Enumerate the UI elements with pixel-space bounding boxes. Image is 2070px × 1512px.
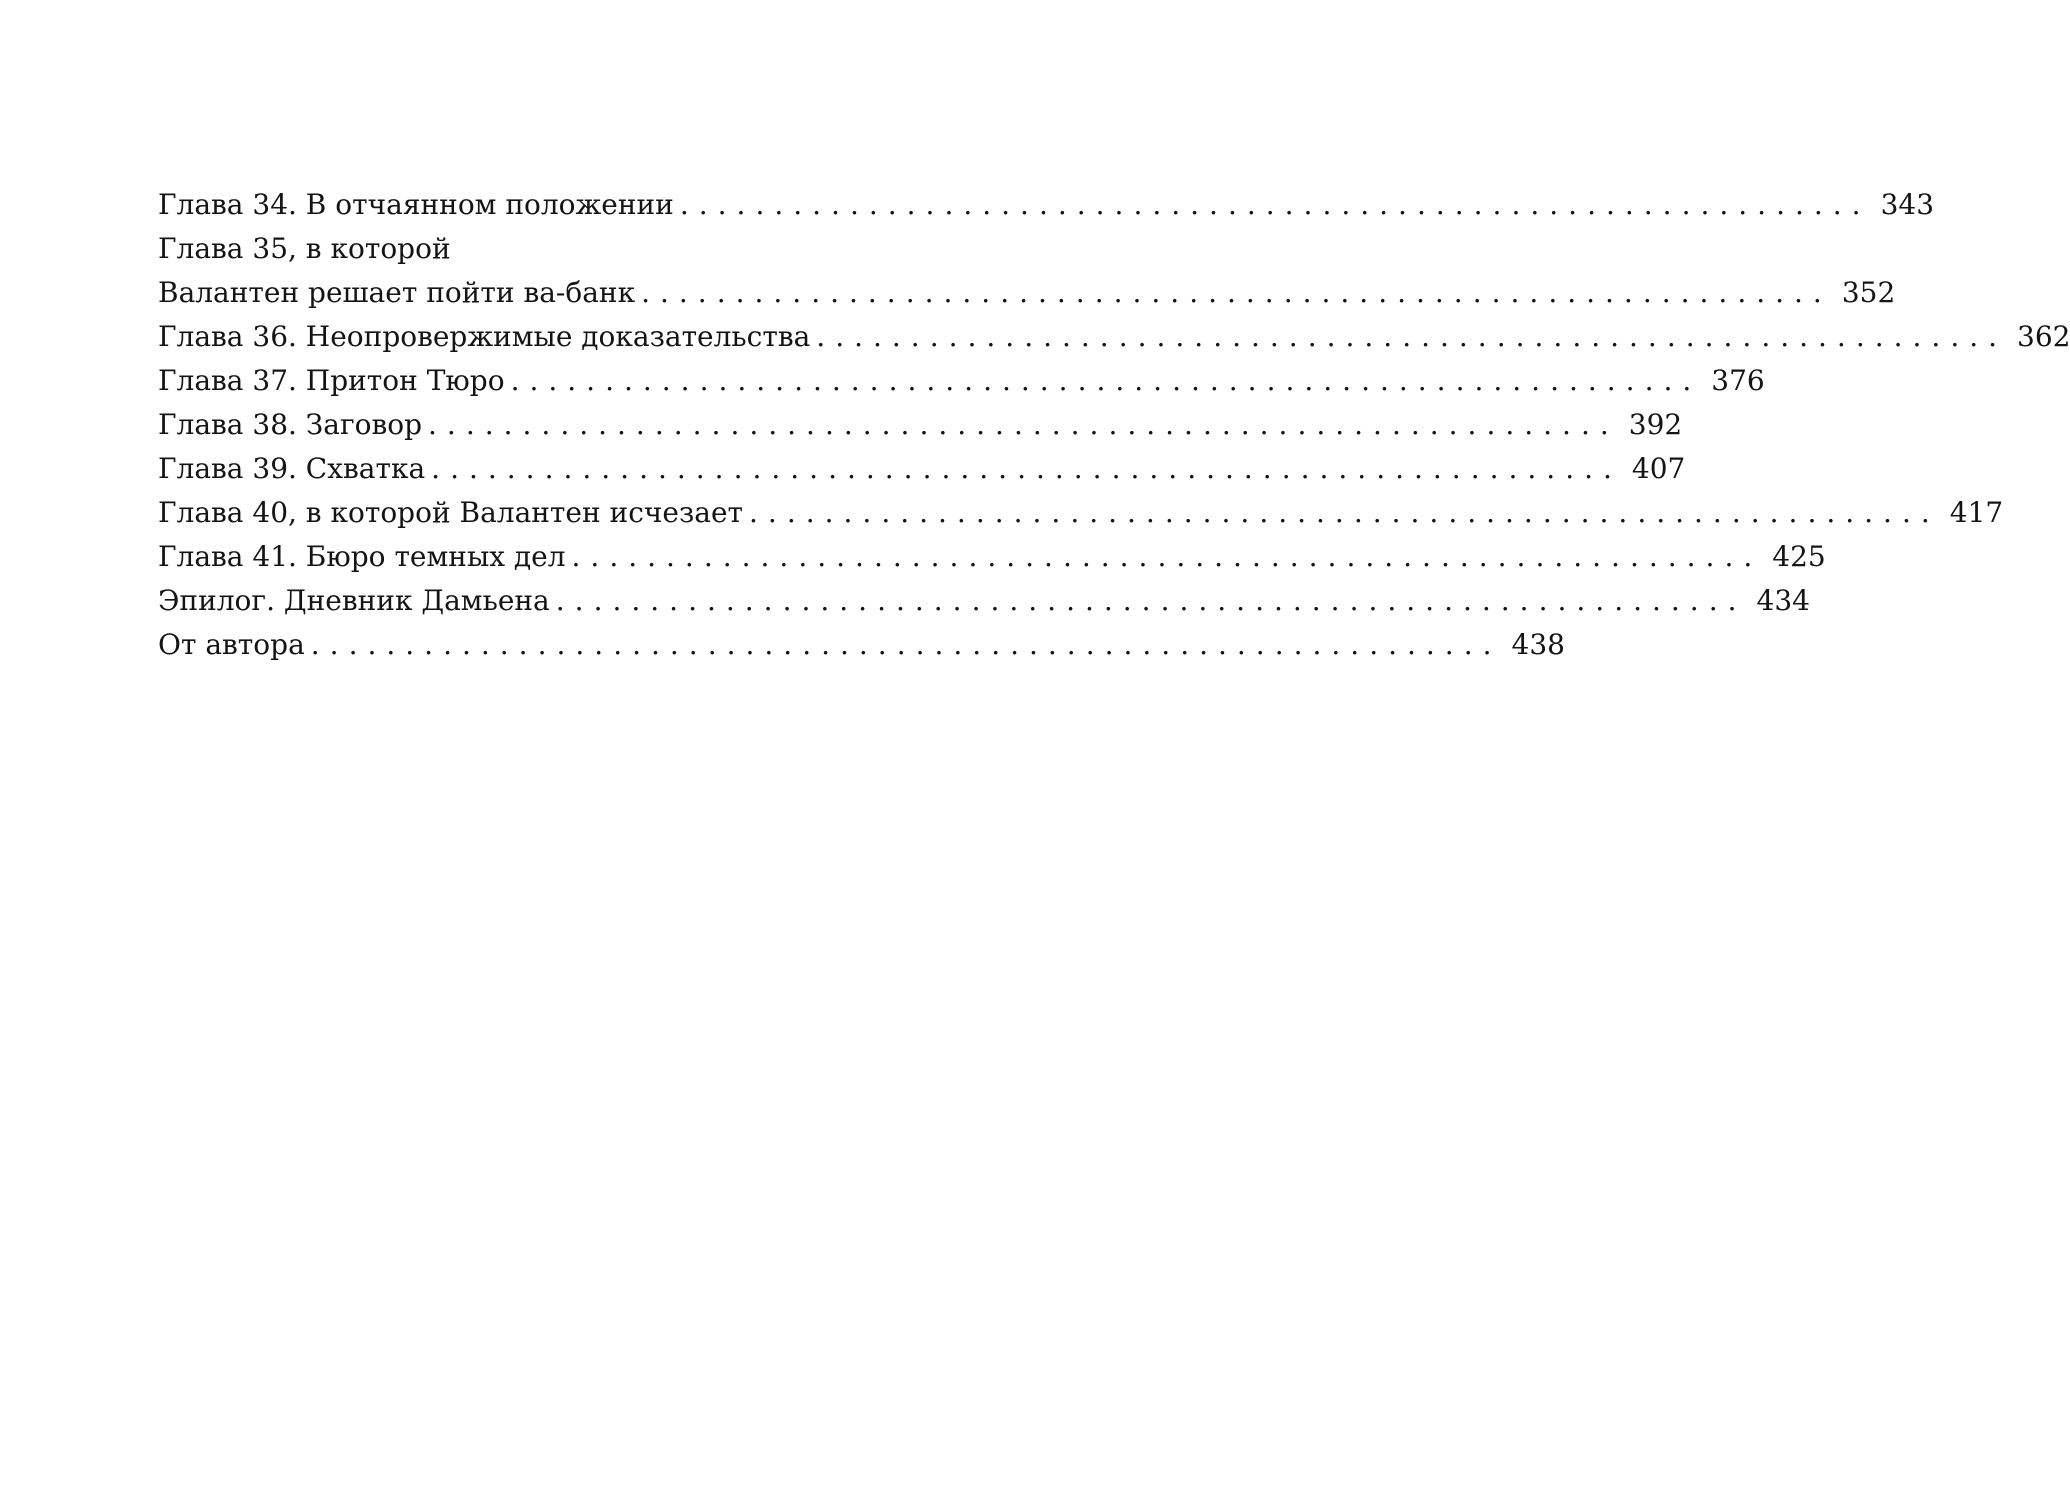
toc-entry-title: Глава 34. В отчаянном положении — [158, 188, 674, 221]
toc-page-number: 417 — [1949, 496, 2004, 529]
toc-dot-leader: ............................................................... — [431, 452, 1622, 485]
toc-entry-title: Глава 36. Неопровержимые доказательства — [158, 320, 811, 353]
toc-page-number: 434 — [1756, 584, 1810, 617]
toc-page-number: 425 — [1772, 540, 1826, 573]
toc-entry-title: Глава 37. Притон Тюро — [158, 364, 505, 397]
toc-page-number: 343 — [1880, 188, 1935, 221]
toc-entry — [158, 579, 1810, 623]
toc-entry-title: Глава 35, в которой — [158, 232, 451, 265]
toc-dot-leader: ............................................................... — [679, 188, 1871, 221]
toc-entry-title: От автора — [158, 628, 305, 661]
toc-entry-title: Эпилог. Дневник Дамьена — [158, 584, 550, 617]
toc-page-number: 376 — [1711, 364, 1765, 397]
toc-entry — [158, 623, 1565, 667]
toc-dot-leader: ............................................................... — [428, 408, 1619, 441]
toc-dot-leader: ............................................................... — [816, 320, 2008, 353]
toc-entry — [158, 271, 1896, 315]
toc-entry — [158, 315, 2070, 359]
toc-entry — [158, 491, 2004, 535]
toc-entry-title: Глава 39. Схватка — [158, 452, 426, 485]
toc-page-number: 362 — [2017, 320, 2070, 353]
toc-entry-title: Глава 41. Бюро темных дел — [158, 540, 566, 573]
toc-dot-leader: ............................................................... — [749, 496, 1940, 529]
toc-page-number: 438 — [1511, 628, 1565, 661]
toc-dot-leader: ............................................................... — [555, 584, 1747, 617]
toc-dot-leader: ............................................................... — [510, 364, 1702, 397]
toc-entry — [158, 227, 940, 271]
toc-page-number: 392 — [1628, 408, 1683, 441]
toc-dot-leader: ............................................................... — [571, 540, 1763, 573]
toc-entry — [158, 535, 1826, 579]
toc-entry-title: Глава 40, в которой Валантен исчезает — [158, 496, 744, 529]
toc-entry — [158, 183, 1935, 227]
toc-dot-leader: ............................................................... — [310, 628, 1502, 661]
toc-entry — [158, 359, 1765, 403]
toc-entry-title: Валантен решает пойти ва-банк — [158, 276, 636, 309]
toc-dot-leader: ............................................................... — [641, 276, 1832, 309]
toc-entry — [158, 403, 1683, 447]
toc-entry — [158, 447, 1686, 491]
table-of-contents — [158, 183, 2070, 667]
toc-page-number: 352 — [1841, 276, 1896, 309]
toc-entry-title: Глава 38. Заговор — [158, 408, 423, 441]
toc-page-number: 407 — [1631, 452, 1686, 485]
